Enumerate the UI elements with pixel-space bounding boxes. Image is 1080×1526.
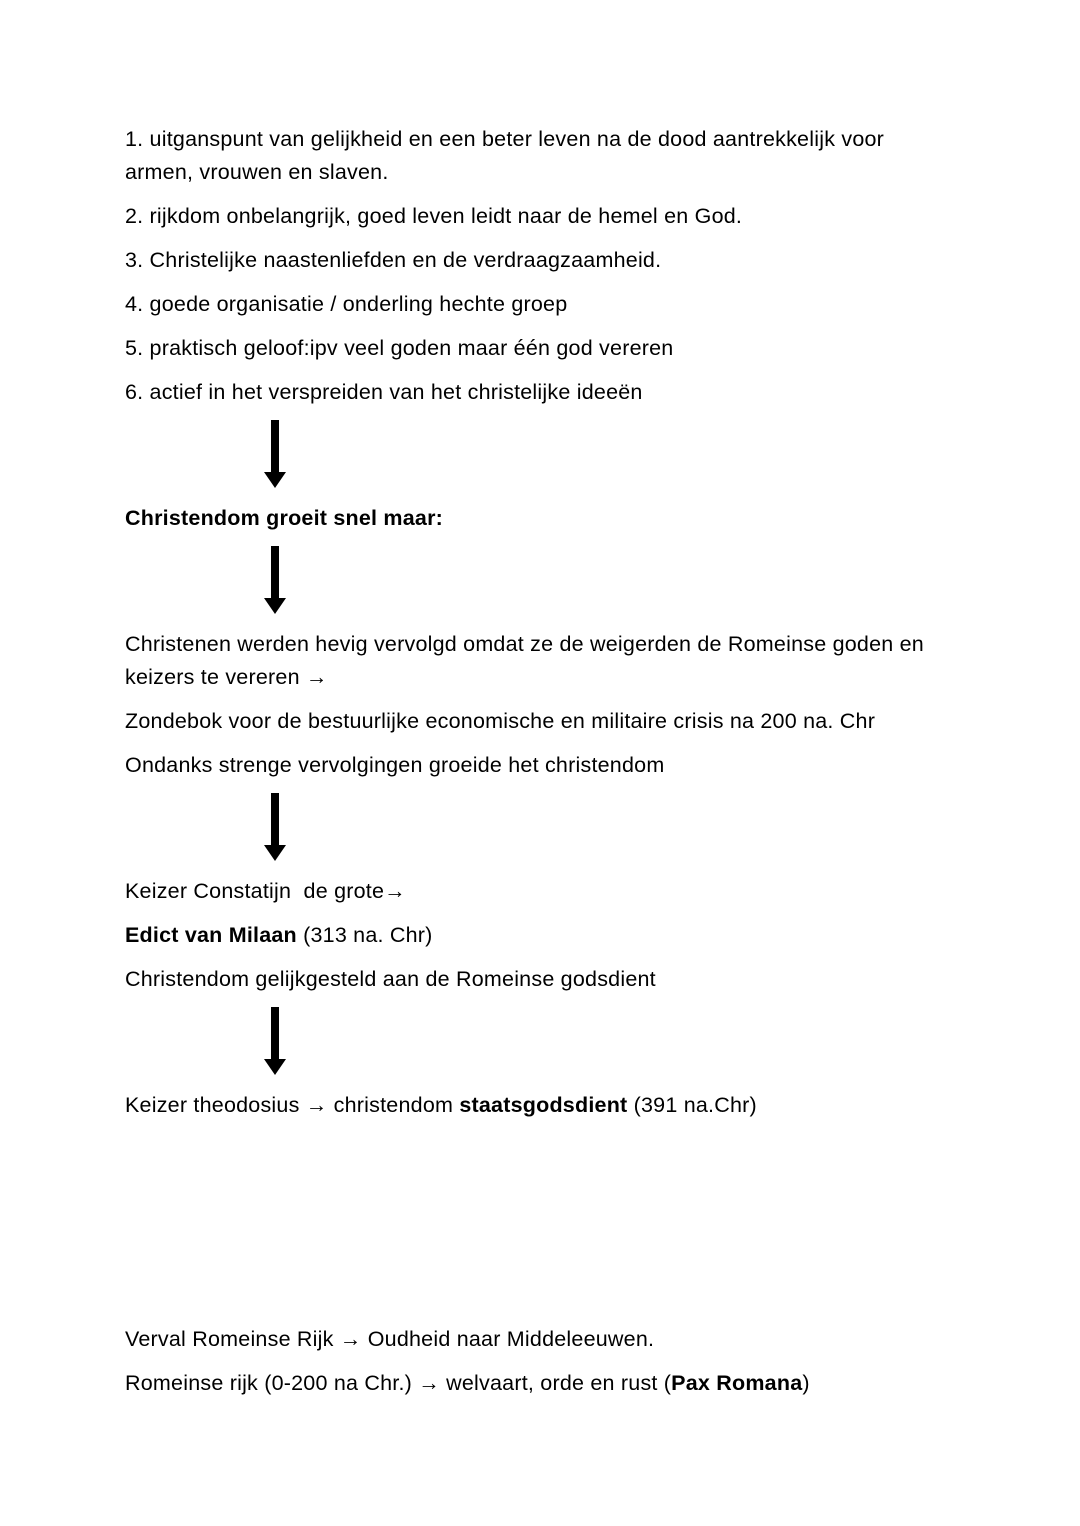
list-item-6: 6. actief in het verspreiden van het christelijke ideeën xyxy=(125,380,643,404)
paragraph-ondanks: Ondanks strenge vervolgingen groeide het christendom xyxy=(125,753,665,777)
arrow-down-icon xyxy=(258,793,292,861)
list-item-5: 5. praktisch geloof:ipv veel goden maar één god vereren xyxy=(125,336,674,360)
pax-romana-close: ) xyxy=(802,1371,810,1395)
paragraph-gelijkgesteld: Christendom gelijkgesteld aan de Romeinse godsdient xyxy=(125,967,656,991)
theodosius-lead: Keizer theodosius → christendom xyxy=(125,1093,460,1117)
arrow-block-4 xyxy=(125,1007,931,1079)
section-heading-christendom-groeit: Christendom groeit snel maar: xyxy=(125,506,444,530)
arrow-block-1 xyxy=(125,420,931,492)
pax-romana-lead: Romeinse rijk (0-200 na Chr.) → welvaart, orde en rust ( xyxy=(125,1371,672,1395)
arrow-down-icon xyxy=(258,1007,292,1075)
theodosius-date: (391 na.Chr) xyxy=(627,1093,757,1117)
bold-staatsgodsdient: staatsgodsdient xyxy=(459,1093,628,1117)
arrow-block-2 xyxy=(125,546,931,618)
arrow-down-icon xyxy=(258,420,292,488)
list-item-2: 2. rijkdom onbelangrijk, goed leven leidt naar de hemel en God. xyxy=(125,204,743,228)
paragraph-pax-romana xyxy=(125,1367,931,1400)
bold-edict-van-milaan: Edict van Milaan xyxy=(125,923,297,947)
paragraph-vervolgd: Christenen werden hevig vervolgd omdat ze de weigerden de Romeinse goden en keizers te vereren → xyxy=(125,632,931,689)
edict-date: (313 na. Chr) xyxy=(296,923,433,947)
paragraph-verval-romeinse-rijk: Verval Romeinse Rijk → Oudheid naar Middeleeuwen. xyxy=(125,1327,655,1351)
paragraph-keizer-theodosius xyxy=(125,1089,931,1122)
paragraph-keizer-constatijn: Keizer Constatijn de grote→ xyxy=(125,879,406,903)
list-item-1: 1. uitganspunt van gelijkheid en een beter leven na de dood aantrekkelijk voor armen, vrouwen en slaven. xyxy=(125,127,891,184)
list-item-4: 4. goede organisatie / onderling hechte groep xyxy=(125,292,568,316)
vertical-gap xyxy=(125,1133,931,1323)
document-body xyxy=(125,123,931,1411)
bold-pax-romana: Pax Romana xyxy=(671,1371,803,1395)
paragraph-zondebok: Zondebok voor de bestuurlijke economische en militaire crisis na 200 na. Chr xyxy=(125,709,876,733)
arrow-down-icon xyxy=(258,546,292,614)
arrow-block-3 xyxy=(125,793,931,865)
paragraph-edict-van-milaan xyxy=(125,919,931,952)
list-item-3: 3. Christelijke naastenliefden en de verdraagzaamheid. xyxy=(125,248,662,272)
